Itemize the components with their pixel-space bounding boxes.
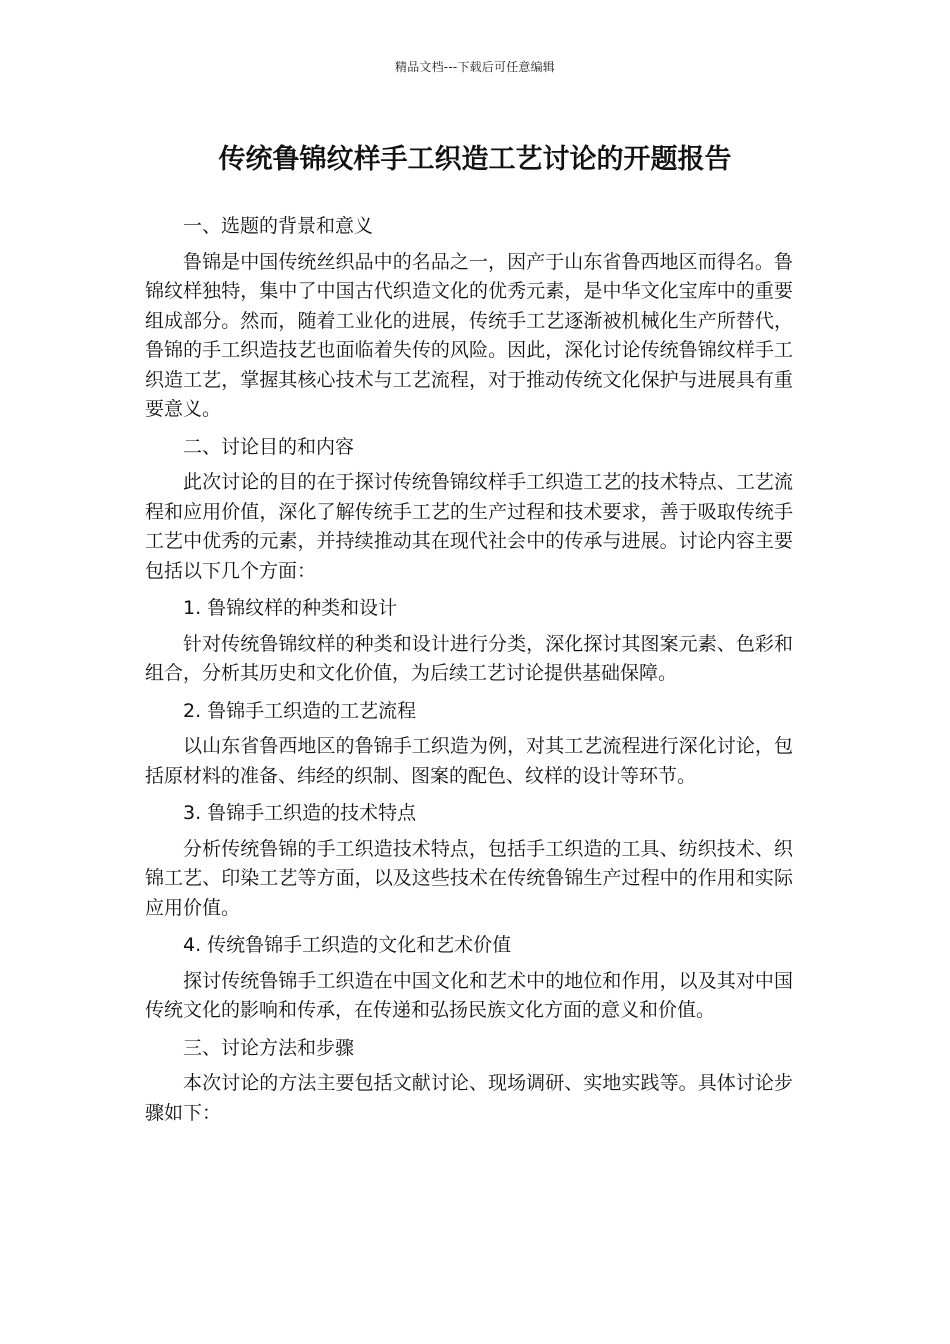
- document-title: 传统鲁锦纹样手工织造工艺讨论的开题报告: [218, 144, 732, 175]
- paragraph-purpose: 此次讨论的目的在于探讨传统鲁锦纹样手工织造工艺的技术特点、工艺流程和应用价值，深化了解传统手工艺的生产过程和技术要求，善于吸取传统手工艺中优秀的元素，并持续推动其在现代社会中的传承与进展。讨论内容主要包括以下几个方面：: [145, 471, 793, 582]
- paragraph-technique: 分析传统鲁锦的手工织造技术特点，包括手工织造的工具、纺织技术、织锦工艺、印染工艺等方面，以及这些技术在传统鲁锦生产过程中的作用和实际应用价值。: [145, 837, 793, 919]
- paragraph-cultural-value: 探讨传统鲁锦手工织造在中国文化和艺术中的地位和作用，以及其对中国传统文化的影响和传承，在传递和弘扬民族文化方面的意义和价值。: [145, 969, 793, 1021]
- section-heading-methods: 三、讨论方法和步骤: [183, 1036, 355, 1059]
- subheading-pattern-types: 1. 鲁锦纹样的种类和设计: [183, 597, 398, 619]
- paragraph-background: 鲁锦是中国传统丝织品中的名品之一，因产于山东省鲁西地区而得名。鲁锦纹样独特，集中了中国古代织造文化的优秀元素，是中华文化宝库中的重要组成部分。然而，随着工业化的进展，传统手工艺逐渐被机械化生产所替代，鲁锦的手工织造技艺也面临着失传的风险。因此，深化讨论传统鲁锦纹样手工织造工艺，掌握其核心技术与工艺流程，对于推动传统文化保护与进展具有重要意义。: [145, 250, 793, 420]
- header-note: 精品文档---下载后可任意编辑: [395, 60, 555, 74]
- subheading-process: 2. 鲁锦手工织造的工艺流程: [183, 699, 417, 722]
- subheading-technique: 3. 鲁锦手工织造的技术特点: [183, 802, 417, 824]
- paragraph-process: 以山东省鲁西地区的鲁锦手工织造为例，对其工艺流程进行深化讨论，包括原材料的准备、纬经的织制、图案的配色、纹样的设计等环节。: [145, 735, 793, 787]
- paragraph-pattern-types: 针对传统鲁锦纹样的种类和设计进行分类，深化探讨其图案元素、色彩和组合，分析其历史和文化价值，为后续工艺讨论提供基础保障。: [145, 632, 793, 684]
- section-heading-background: 一、选题的背景和意义: [183, 215, 374, 237]
- section-heading-purpose: 二、讨论目的和内容: [183, 435, 355, 458]
- subheading-cultural-value: 4. 传统鲁锦手工织造的文化和艺术价值: [183, 934, 512, 956]
- paragraph-methods: 本次讨论的方法主要包括文献讨论、现场调研、实地实践等。具体讨论步骤如下：: [145, 1072, 793, 1124]
- document-body: [145, 212, 793, 1136]
